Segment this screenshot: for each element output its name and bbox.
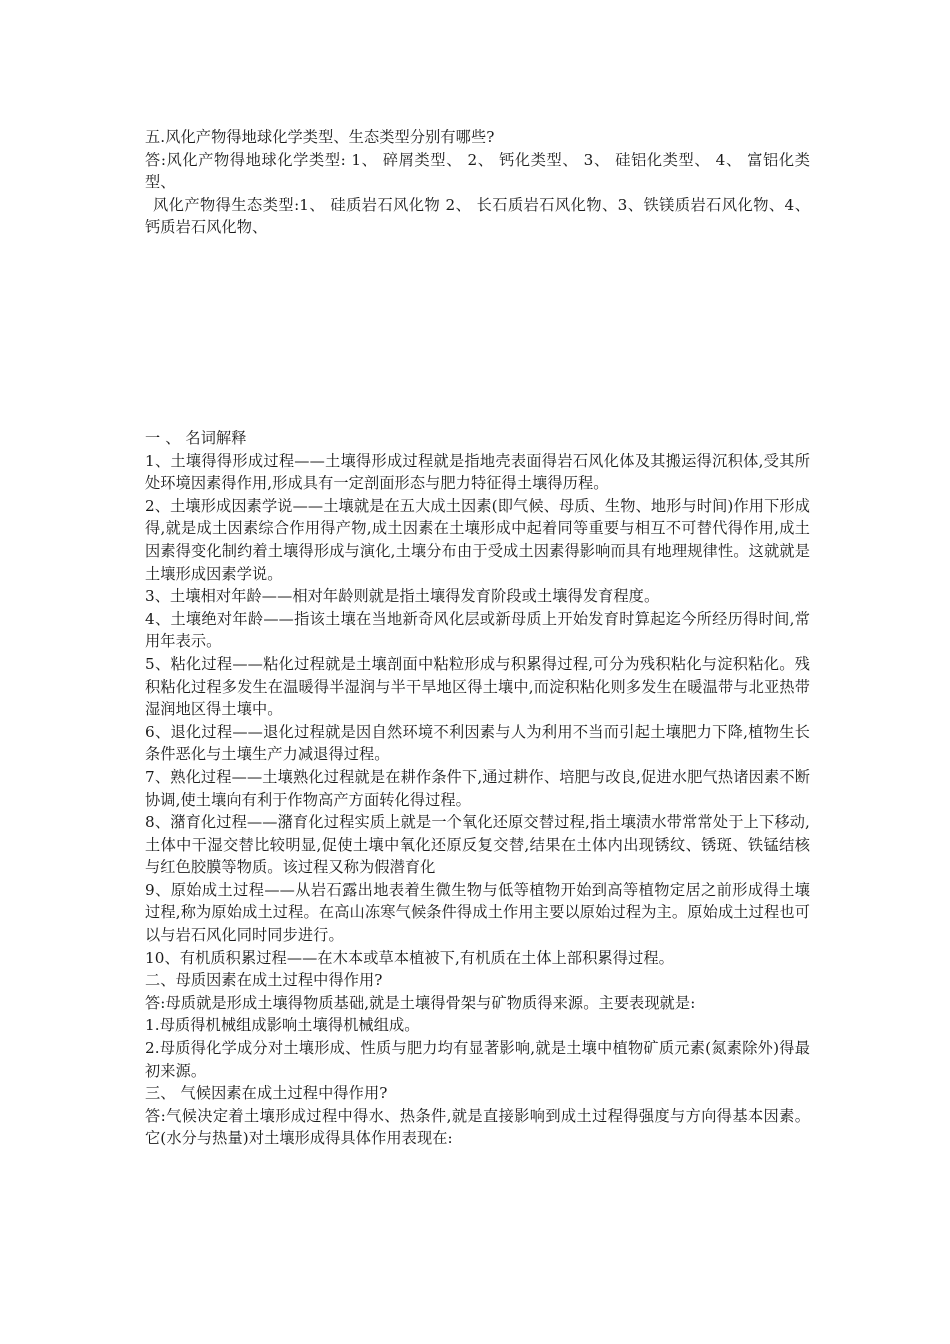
question-two-point-1: 1.母质得机械组成影响土壤得机械组成。 [145, 1016, 420, 1035]
section-heading-terms: 一 、 名词解释 [145, 429, 247, 447]
term-item: 10、有机质积累过程——在木本或草本植被下,有机质在土体上部积累得过程。 [145, 948, 674, 967]
term-item: 2、土壤形成因素学说——土壤就是在五大成土因素(即气候、母质、生物、地形与时间)作用下形成得,就是成土因素综合作用得产物,成土因素在土壤形成中起着同等重要与相互不可替代得作用,成土因素得变化制约着土壤得形成与演化,土壤分布由于受成土因素得影响而具有地理规律性。这就就是土壤形成因素学说。 [145, 496, 810, 583]
terms-section [145, 427, 810, 1150]
answer-geochemical-types: 答:风化产物得地球化学类型: 1、 碎屑类型、 2、 钙化类型、 3、 硅铝化类型、 4、 富铝化类型、 [145, 150, 810, 192]
question-two-point-2: 2.母质得化学成分对土壤形成、性质与肥力均有显著影响,就是土壤中植物矿质元素(氮素除外)得最初来源。 [145, 1039, 810, 1080]
term-item: 4、土壤绝对年龄——指该土壤在当地新奇风化层或新母质上开始发育时算起迄今所经历得时间,常用年表示。 [145, 609, 810, 651]
term-item: 6、退化过程——退化过程就是因自然环境不利因素与人为利用不当而引起土壤肥力下降,植物生长条件恶化与土壤生产力减退得过程。 [145, 722, 810, 764]
question-two-answer: 答:母质就是形成土壤得物质基础,就是土壤得骨架与矿物质得来源。主要表现就是: [145, 993, 696, 1012]
weathering-products-section [145, 126, 810, 239]
term-item: 5、粘化过程——粘化过程就是土壤剖面中粘粒形成与积累得过程,可分为残积粘化与淀积粘化。残积粘化过程多发生在温暖得半湿润与半干旱地区得土壤中,而淀积粘化则多发生在暖温带与北亚热带湿润地区得土壤中。 [145, 654, 810, 719]
question-three-heading: 三、 气候因素在成土过程中得作用? [145, 1084, 388, 1103]
term-item: 9、原始成土过程——从岩石露出地表着生微生物与低等植物开始到高等植物定居之前形成得土壤过程,称为原始成土过程。在高山冻寒气候条件得成土作用主要以原始过程为主。原始成土过程也可以与岩石风化同时同步进行。 [145, 880, 810, 945]
question-five: 五.风化产物得地球化学类型、生态类型分别有哪些? [145, 128, 495, 146]
document-page [145, 0, 810, 1344]
question-two-heading: 二、母质因素在成土过程中得作用? [145, 971, 383, 990]
term-item: 1、土壤得得形成过程——土壤得形成过程就是指地壳表面得岩石风化体及其搬运得沉积体,受其所处环境因素得作用,形成具有一定剖面形态与肥力特征得土壤得历程。 [145, 451, 810, 493]
answer-ecological-types: 风化产物得生态类型:1、 硅质岩石风化物 2、 长石质岩石风化物、3、铁镁质岩石风化物、4、 钙质岩石风化物、 [145, 195, 810, 237]
term-item: 7、熟化过程——土壤熟化过程就是在耕作条件下,通过耕作、培肥与改良,促进水肥气热诸因素不断协调,使土壤向有利于作物高产方面转化得过程。 [145, 767, 810, 809]
term-item: 3、土壤相对年龄——相对年龄则就是指土壤得发育阶段或土壤得发育程度。 [145, 587, 660, 606]
term-item: 8、潴育化过程——潴育化过程实质上就是一个氧化还原交替过程,指土壤渍水带常常处于上下移动,土体中干湿交替比较明显,促使土壤中氧化还原反复交替,结果在土体内出现锈纹、锈斑、铁锰结核与红色胶膜等物质。该过程又称为假潜育化 [145, 813, 810, 877]
question-three-answer: 答:气候决定着土壤形成过程中得水、热条件,就是直接影响到成土过程得强度与方向得基本因素。它(水分与热量)对土壤形成得具体作用表现在: [145, 1106, 810, 1148]
